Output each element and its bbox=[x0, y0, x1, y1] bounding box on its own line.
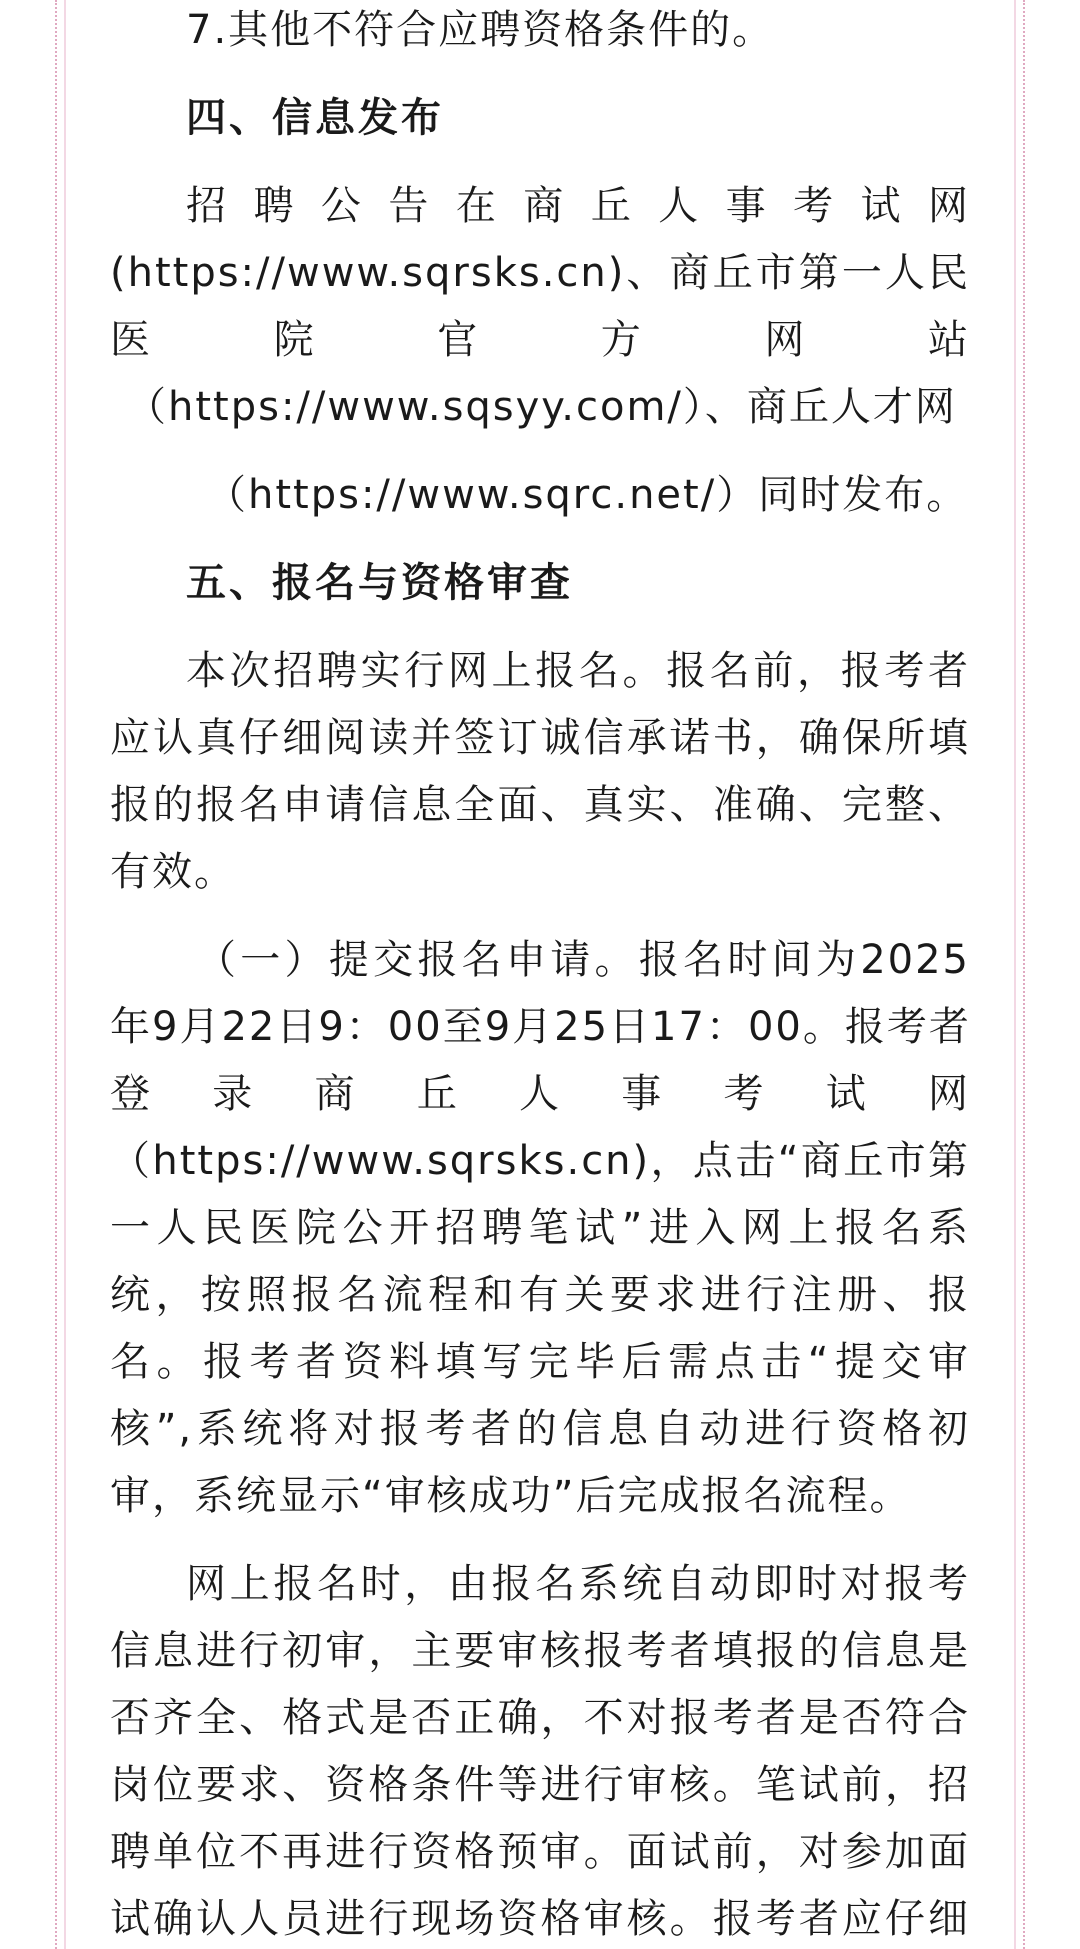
page-border-right-outer bbox=[1023, 0, 1025, 1949]
section-heading-registration: 五、报名与资格审查 bbox=[186, 560, 573, 606]
paragraph-line: 本次招聘实行网上报名。报名前，报考者 bbox=[186, 648, 970, 694]
paragraph-line: 报的报名申请信息全面、真实、准确、完整、 bbox=[110, 782, 970, 828]
paragraph-line: （一）提交报名申请。报名时间为2025 bbox=[196, 937, 970, 983]
paragraph-line: 登 录 商 丘 人 事 考 试 网 bbox=[110, 1071, 970, 1117]
paragraph-line: 年9月22日9：00至9月25日17：00。报考者 bbox=[110, 1004, 971, 1050]
paragraph-line: 一人民医院公开招聘笔试”进入网上报名系 bbox=[110, 1205, 970, 1251]
paragraph-line: 应认真仔细阅读并签订诚信承诺书，确保所填 bbox=[110, 715, 970, 761]
paragraph-line: （https://www.sqsyy.com/）、商丘人才网 bbox=[126, 384, 957, 430]
paragraph-line: 名。报考者资料填写完毕后需点击“提交审 bbox=[110, 1339, 970, 1385]
section-heading-info-release: 四、信息发布 bbox=[186, 95, 444, 141]
paragraph-line: 招 聘 公 告 在 商 丘 人 事 考 试 网 bbox=[186, 183, 970, 229]
paragraph-line: (https://www.sqrsks.cn)、商丘市第一人民 bbox=[110, 250, 970, 296]
page-border-left-inner bbox=[64, 0, 66, 1949]
paragraph-line: 网上报名时，由报名系统自动即时对报考 bbox=[186, 1561, 970, 1607]
paragraph-line: 试确认人员进行现场资格审核。报考者应仔细 bbox=[110, 1896, 970, 1942]
paragraph-line: （https://www.sqrc.net/）同时发布。 bbox=[206, 472, 969, 518]
page-border-right-inner bbox=[1014, 0, 1016, 1949]
paragraph-line: 聘单位不再进行资格预审。面试前，对参加面 bbox=[110, 1829, 970, 1875]
paragraph-line: （https://www.sqrsks.cn)，点击“商丘市第 bbox=[110, 1138, 970, 1184]
paragraph-line: 信息进行初审，主要审核报考者填报的信息是 bbox=[110, 1628, 970, 1674]
paragraph-line: 审，系统显示“审核成功”后完成报名流程。 bbox=[110, 1473, 912, 1519]
paragraph-line: 统，按照报名流程和有关要求进行注册、报 bbox=[110, 1272, 970, 1318]
list-item-7: 7.其他不符合应聘资格条件的。 bbox=[186, 7, 775, 53]
paragraph-line: 医 院 官 方 网 站 bbox=[110, 317, 970, 363]
paragraph-line: 否齐全、格式是否正确，不对报考者是否符合 bbox=[110, 1695, 970, 1741]
paragraph-line: 核”,系统将对报考者的信息自动进行资格初 bbox=[110, 1406, 970, 1452]
page-border-left-outer bbox=[55, 0, 57, 1949]
paragraph-line: 有效。 bbox=[110, 849, 236, 895]
paragraph-line: 岗位要求、资格条件等进行审核。笔试前，招 bbox=[110, 1762, 970, 1808]
